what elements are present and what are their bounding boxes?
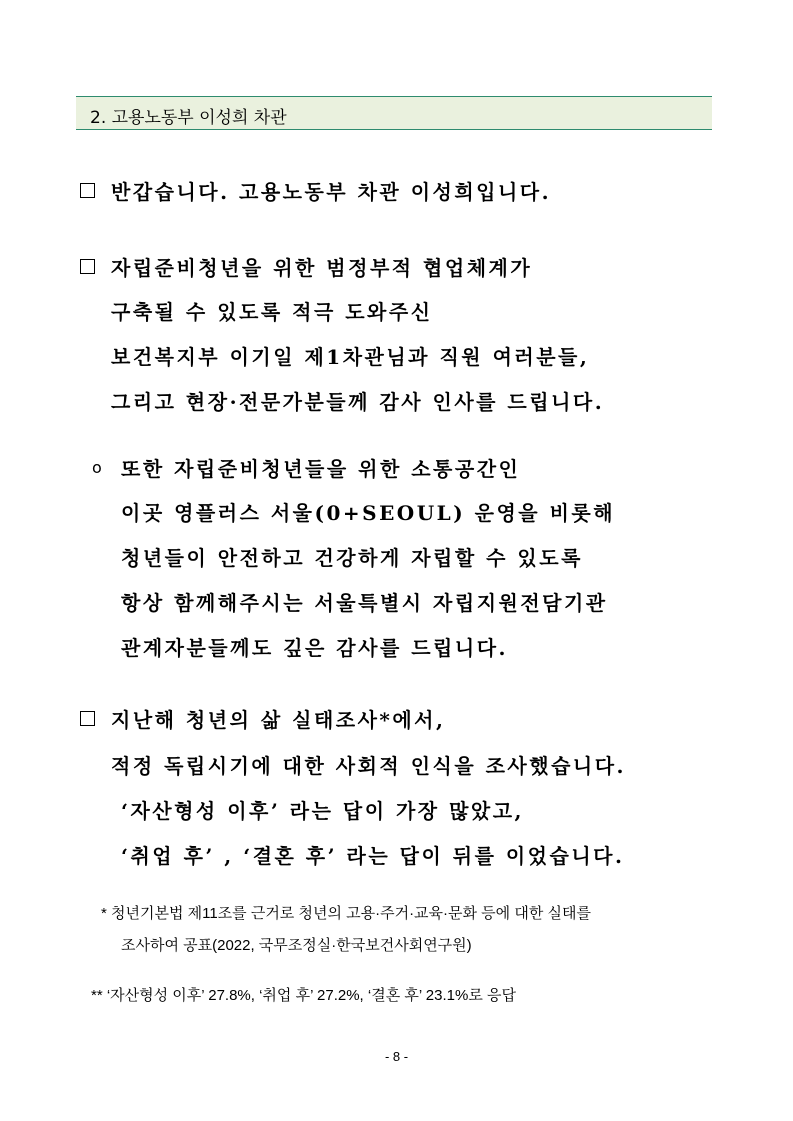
paragraph-4-line-4: ‘취업 후’ , ‘결혼 후’ 라는 답이 뒤를 이었습니다. [121, 844, 625, 868]
paragraph-3-line-4: 항상 함께해주시는 서울특별시 자립지원전담기관 [121, 591, 608, 615]
paragraph-3-line-5: 관계자분들께도 깊은 감사를 드립니다. [121, 636, 508, 660]
footnote-1-line-2: 조사하여 공표(2022, 국무조정실·한국보건사회연구원) [121, 937, 472, 954]
paragraph-3-line-2: 이곳 영플러스 서울(0+SEOUL) 운영을 비롯해 [121, 501, 616, 525]
paragraph-2-line-3: 보건복지부 이기일 제1차관님과 직원 여러분들, [111, 345, 590, 369]
paragraph-1-line-1: 반갑습니다. 고용노동부 차관 이성희입니다. [111, 180, 552, 204]
paragraph-4-line-1: 지난해 청년의 삶 실태조사*에서, [111, 708, 446, 732]
paragraph-4-line-2: 적정 독립시기에 대한 사회적 인식을 조사했습니다. [111, 754, 626, 778]
page-number: - 8 - [384, 1049, 409, 1064]
paragraph-2-line-4: 그리고 현장·전문가분들께 감사 인사를 드립니다. [111, 390, 605, 414]
footnote-2: ** ‘자산형성 이후’ 27.8%, ‘취업 후’ 27.2%, ‘결혼 후’ 23.1%로 응답 [91, 987, 516, 1004]
paragraph-2-line-2: 구축될 수 있도록 적극 도와주신 [111, 300, 433, 324]
paragraph-4-line-3: ‘자산형성 이후’ 라는 답이 가장 많았고, [121, 799, 525, 823]
paragraph-3-line-3: 청년들이 안전하고 건강하게 자립할 수 있도록 [121, 546, 583, 570]
square-bullet-icon [80, 711, 95, 726]
square-bullet-icon [80, 183, 95, 198]
circle-bullet-icon: o [92, 458, 102, 477]
paragraph-2-line-1: 자립준비청년을 위한 범정부적 협업체계가 [111, 256, 533, 280]
section-header [76, 96, 712, 130]
footnote-1-line-1: * 청년기본법 제11조를 근거로 청년의 고용·주거·교육·문화 등에 대한 실태를 [101, 905, 591, 922]
paragraph-3-line-1: 또한 자립준비청년들을 위한 소통공간인 [121, 457, 521, 481]
section-title: 2. 고용노동부 이성희 차관 [90, 108, 287, 128]
square-bullet-icon [80, 259, 95, 274]
